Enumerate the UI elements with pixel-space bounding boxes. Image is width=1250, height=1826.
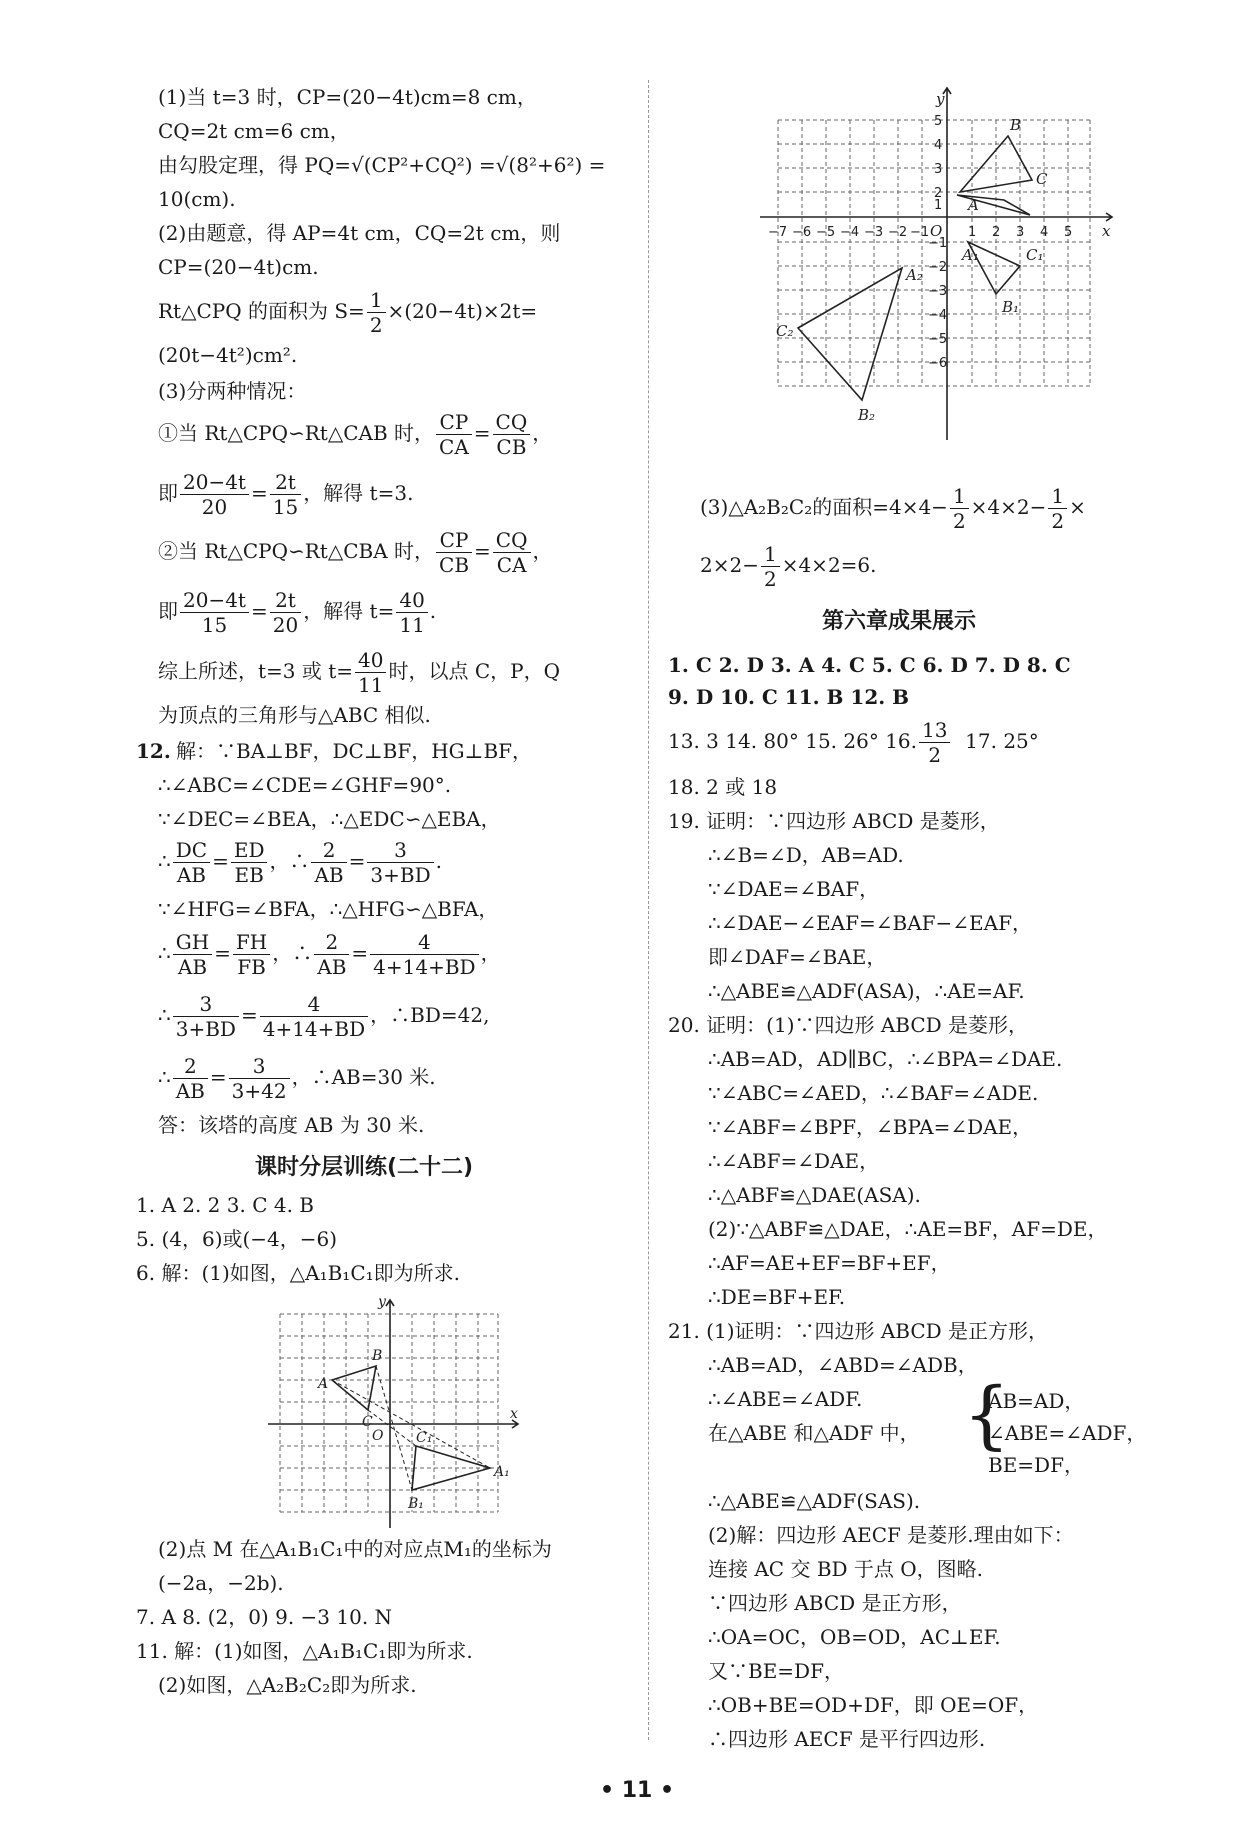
fraction [270, 588, 301, 637]
denominator: AB [314, 863, 344, 887]
denominator: 20 [201, 495, 228, 519]
text: ， [532, 421, 553, 445]
text-line: 20. 证明：(1)∵四边形 ABCD 是菱形， [668, 1013, 1029, 1037]
text: ①当 Rt△CPQ∽Rt△CAB 时， [158, 421, 435, 445]
x-tick-label: −5 [816, 225, 836, 240]
fraction [173, 838, 210, 887]
numerator: 40 [355, 648, 386, 673]
fraction [173, 930, 212, 979]
text-line: (1)当 t=3 时，CP=(20−4t)cm=8 cm， [158, 85, 537, 109]
text-line: ∠ABE=∠ADF， [988, 1421, 1147, 1445]
text: = [473, 421, 491, 445]
text-line: 21. (1)证明：∵四边形 ABCD 是正方形， [668, 1319, 1049, 1343]
numerator: 13 [919, 718, 950, 743]
text: ∴AB=30 米. [311, 1065, 436, 1089]
point-label: C [1036, 170, 1048, 188]
x-tick-label: 5 [1064, 225, 1073, 240]
denominator: AB [177, 955, 208, 979]
origin-label: O [930, 222, 943, 240]
text: 2×2− [700, 553, 759, 577]
x-tick-label: 3 [1016, 225, 1025, 240]
point-label: C₂ [776, 322, 794, 340]
text: ×4×2=6. [781, 553, 877, 577]
denominator: 3+BD [370, 863, 431, 887]
formula-line [158, 410, 552, 459]
point-label: A₁ [962, 246, 979, 264]
point-label: B₂ [858, 406, 876, 424]
text: ， [532, 539, 553, 563]
answer-line: 6. 解：(1)如图，△A₁B₁C₁即为所求. [136, 1261, 461, 1285]
text-line: ∴∠DAE−∠EAF=∠BAF−∠EAF， [708, 911, 1032, 935]
fraction [180, 588, 249, 637]
text: ，解得 t=3. [303, 481, 414, 505]
point-label: B₁ [408, 1496, 424, 1512]
x-axis-label: x [510, 1406, 518, 1422]
denominator: 11 [358, 673, 384, 697]
text-line: (2)点 M 在△A₁B₁C₁中的对应点M₁的坐标为 [158, 1537, 552, 1561]
point-label: C₁ [416, 1430, 433, 1446]
numerator: CP [436, 528, 472, 553]
x-tick-label: 1 [968, 225, 977, 240]
x-tick-label: −6 [792, 225, 812, 240]
y-tick-label: −1 [928, 236, 948, 251]
fraction [233, 930, 270, 979]
numerator: CQ [493, 528, 531, 553]
text-line: ∵∠DEC=∠BEA，∴△EDC∽△EBA， [158, 807, 501, 831]
point-label: A₂ [906, 266, 923, 284]
x-tick-label: −2 [888, 225, 908, 240]
coordinate-grid-figure-1 [760, 84, 1120, 444]
text: 即 [158, 599, 178, 623]
denominator: 3+BD [175, 1017, 236, 1041]
text: ∴BD=42, [390, 1003, 490, 1027]
denominator: 2 [928, 743, 942, 767]
text-line: (2)由题意，得 AP=4t cm，CQ=2t cm，则 [158, 221, 561, 245]
text: . [429, 599, 437, 623]
answer-line: 9. D 10. C 11. B 12. B [668, 685, 910, 709]
fraction [436, 528, 472, 577]
text: × [1069, 495, 1086, 519]
formula-line [158, 648, 560, 697]
numerator: FH [233, 930, 270, 955]
numerator: DC [173, 838, 210, 863]
point-label: B [1010, 116, 1022, 134]
fraction [311, 838, 346, 887]
text-line: ∵∠ABF=∠BPF，∠BPA=∠DAE， [708, 1115, 1033, 1139]
numerator: 1 [761, 542, 780, 567]
text-line: ∴OB+BE=OD+DF，即 OE=OF， [708, 1693, 1039, 1717]
answer-line: 11. 解：(1)如图，△A₁B₁C₁即为所求. [136, 1639, 473, 1663]
x-axis-label: x [1102, 222, 1111, 240]
fraction [231, 838, 268, 887]
denominator: 15 [201, 613, 228, 637]
answer-line [668, 718, 1039, 767]
numerator: 3 [173, 992, 239, 1017]
fraction [355, 648, 386, 697]
page-number: • 11 • [600, 1778, 675, 1803]
text: 17. 25° [965, 729, 1039, 753]
denominator: 20 [272, 613, 299, 637]
formula-line: ∴ $\frac{DC}{AB}$ = $\frac{ED}{EB}$ ，∴ $\frac{2}{AB}$ = $\frac{3}{3+BD}$ . [158, 838, 442, 887]
text-line: AB=AD， [988, 1389, 1085, 1413]
formula-line: ∴ $\frac{GH}{AB}$ = $\frac{FH}{FB}$ ，∴ $\frac{2}{AB}$ = $\frac{4}{4+14+BD}$ ， [158, 930, 501, 979]
denominator: FB [237, 955, 266, 979]
point-label: A [968, 196, 979, 214]
numerator: 2 [311, 838, 346, 863]
y-tick-label: 5 [934, 114, 943, 129]
formula-line: ∴ $\frac{3}{3+BD}$ = $\frac{4}{4+14+BD}$ ，∴BD=42, [158, 992, 490, 1041]
y-tick-label: 4 [934, 138, 943, 153]
denominator: 4+14+BD [373, 955, 476, 979]
denominator: AB [176, 863, 206, 887]
text-line: 又∵BE=DF， [708, 1659, 844, 1683]
denominator: 3+42 [231, 1079, 287, 1103]
denominator: EB [234, 863, 264, 887]
text: = [474, 539, 491, 563]
text-line: CQ=2t cm=6 cm， [158, 119, 350, 143]
fraction [270, 470, 301, 519]
answer-line: 7. A 8. (2，0) 9. −3 10. N [136, 1605, 393, 1629]
x-tick-label: −1 [910, 225, 930, 240]
denominator: AB [175, 1079, 205, 1103]
fraction [370, 930, 478, 979]
x-tick-label: 2 [992, 225, 1001, 240]
fraction [1048, 484, 1067, 533]
text-line: (3)分两种情况： [158, 379, 307, 403]
text-line: ∴AB=AD，AD∥BC，∴∠BPA=∠DAE. [708, 1047, 1063, 1071]
text-line: (2)如图，△A₂B₂C₂即为所求. [158, 1673, 417, 1697]
text-line: ∴△ABF≌△DAE(ASA). [708, 1183, 921, 1207]
point-label: C₁ [1026, 246, 1044, 264]
text-line: CP=(20−4t)cm. [158, 255, 319, 279]
denominator: CB [496, 435, 527, 459]
denominator: CA [496, 553, 527, 577]
fraction [493, 410, 531, 459]
coordinate-grid-figure-2 [268, 1292, 528, 1532]
text: ②当 Rt△CPQ∽Rt△CBA 时， [158, 539, 435, 563]
fraction [314, 930, 349, 979]
section-heading: 第六章成果展示 [822, 609, 977, 634]
text: (3)△A₂B₂C₂的面积=4×4− [700, 495, 948, 519]
text-line: 连接 AC 交 BD 于点 O，图略. [708, 1557, 984, 1581]
formula-line [158, 588, 436, 637]
point-label: B [372, 1348, 383, 1364]
section-heading: 课时分层训练(二十二) [255, 1155, 474, 1180]
text-line: (20t−4t²)cm². [158, 343, 298, 367]
text-line: 由勾股定理，得 PQ=√(CP²+CQ²) =√(8²+6²) = [158, 153, 606, 177]
x-tick-label: −4 [840, 225, 860, 240]
text-line: 答：该塔的高度 AB 为 30 米. [158, 1113, 425, 1137]
text-line: ∴AB=AD，∠ABD=∠ADB， [708, 1353, 978, 1377]
numerator: 40 [396, 588, 427, 613]
y-tick-label: 2 [934, 186, 943, 201]
text-line: 即∠DAF=∠BAE， [708, 945, 887, 969]
denominator: 11 [399, 613, 425, 637]
formula-line [700, 484, 1086, 533]
text: 13. 3 14. 80° 15. 26° 16. [668, 729, 917, 753]
formula-line [158, 470, 413, 519]
question-number: 12. [136, 739, 171, 763]
numerator: 2t [270, 588, 301, 613]
fraction [260, 992, 368, 1041]
fraction [950, 484, 969, 533]
text-line: (2)解：四边形 AECF 是菱形.理由如下： [708, 1523, 1074, 1547]
y-tick-label: −4 [928, 308, 948, 323]
answer-line: 1. C 2. D 3. A 4. C 5. C 6. D 7. D 8. C [668, 653, 1071, 677]
text-line: BE=DF， [988, 1453, 1084, 1477]
column-divider [648, 80, 649, 1740]
text: ×(20−4t)×2t= [387, 299, 538, 323]
fraction [229, 1054, 290, 1103]
text-line: 解：∵BA⊥BF，DC⊥BF，HG⊥BF， [176, 739, 533, 763]
numerator: 20−4t [180, 588, 249, 613]
fraction [396, 588, 427, 637]
fraction [173, 1054, 208, 1103]
numerator: 2 [314, 930, 349, 955]
text-line: ∴∠B=∠D，AB=AD. [708, 843, 904, 867]
x-tick-label: −7 [768, 225, 788, 240]
point-label: A₁ [494, 1464, 510, 1480]
fraction [493, 528, 531, 577]
text-line: ∴△ABE≌△ADF(SAS). [708, 1489, 921, 1513]
text-line: ∴∠ABE=∠ADF. [708, 1387, 863, 1411]
numerator: CQ [493, 410, 531, 435]
x-tick-label: −3 [864, 225, 884, 240]
numerator: 4 [260, 992, 368, 1017]
text-line: ∴AF=AE+EF=BF+EF， [708, 1251, 951, 1275]
text-line: ∴△ABE≌△ADF(ASA)，∴AE=AF. [708, 979, 1025, 1003]
fraction [367, 288, 386, 337]
text-line: ∴DE=BF+EF. [708, 1285, 846, 1309]
formula-line [158, 528, 553, 577]
denominator: 2 [369, 313, 383, 337]
y-tick-label: −5 [928, 332, 948, 347]
text: 综上所述，t=3 或 t= [158, 659, 354, 683]
text-line: 10(cm). [158, 187, 236, 211]
formula-line [158, 288, 537, 337]
fraction [436, 410, 472, 459]
numerator: GH [173, 930, 212, 955]
text: 时，以点 C，P，Q [388, 659, 560, 683]
fraction [173, 992, 239, 1041]
origin-label: O [372, 1428, 384, 1444]
formula-line: ∴ $\frac{2}{AB}$ = $\frac{3}{3+42}$ ，∴AB=30 米. [158, 1054, 436, 1103]
numerator: 3 [229, 1054, 290, 1079]
system-brace: { [963, 1372, 1011, 1458]
text-line: ∵∠HFG=∠BFA，∴△HFG∽△BFA， [158, 897, 499, 921]
y-tick-label: 3 [934, 162, 943, 177]
y-tick-label: −2 [928, 260, 948, 275]
denominator: CB [439, 553, 470, 577]
numerator: 4 [370, 930, 478, 955]
text-line: 为顶点的三角形与△ABC 相似. [158, 703, 431, 727]
text-line: ∴∠ABF=∠DAE， [708, 1149, 880, 1173]
numerator: 2t [270, 470, 301, 495]
fraction [761, 542, 780, 591]
answer-line: 5. (4，6)或(−4，−6) [136, 1227, 338, 1251]
numerator: ED [231, 838, 268, 863]
answer-line: 18. 2 或 18 [668, 775, 778, 799]
fraction [919, 718, 950, 767]
point-label: C [362, 1414, 373, 1430]
text: Rt△CPQ 的面积为 S= [158, 299, 365, 323]
text: ×4×2− [970, 495, 1047, 519]
formula-line [700, 542, 877, 591]
numerator: CP [436, 410, 472, 435]
fraction [180, 470, 249, 519]
text-line: 在△ABE 和△ADF 中， [708, 1421, 920, 1445]
point-label: B₁ [1002, 298, 1020, 316]
fraction [367, 838, 433, 887]
numerator: 1 [1048, 484, 1067, 509]
text: = [250, 481, 268, 505]
numerator: 2 [173, 1054, 208, 1079]
y-axis-label: y [936, 90, 945, 108]
text-line: ∴OA=OC，OB=OD，AC⊥EF. [708, 1625, 1001, 1649]
text-line: (−2a，−2b). [158, 1571, 284, 1595]
denominator: 2 [1051, 509, 1065, 533]
x-tick-label: 4 [1040, 225, 1049, 240]
y-tick-label: 1 [934, 198, 943, 213]
denominator: 2 [952, 509, 966, 533]
text-line: (2)∵△ABF≌△DAE，∴AE=BF，AF=DE， [708, 1217, 1108, 1241]
denominator: 4+14+BD [262, 1017, 366, 1041]
text: = [250, 599, 268, 623]
text-line: ∵∠DAE=∠BAF， [708, 877, 880, 901]
text-line: 19. 证明：∵四边形 ABCD 是菱形， [668, 809, 1000, 833]
numerator: 3 [367, 838, 433, 863]
text-line: ∵∠ABC=∠AED，∴∠BAF=∠ADE. [708, 1081, 1039, 1105]
y-tick-label: −6 [928, 356, 948, 371]
denominator: CA [439, 435, 469, 459]
denominator: 15 [272, 495, 299, 519]
text-line: ∴四边形 AECF 是平行四边形. [708, 1727, 986, 1751]
numerator: 20−4t [180, 470, 249, 495]
y-tick-label: −3 [928, 284, 948, 299]
answer-line: 1. A 2. 2 3. C 4. B [136, 1193, 314, 1217]
y-axis-label: y [378, 1294, 386, 1310]
point-label: A [318, 1376, 329, 1392]
text: ，解得 t= [303, 599, 395, 623]
text-line: ∵四边形 ABCD 是正方形， [708, 1591, 962, 1615]
numerator: 1 [367, 288, 386, 313]
denominator: 2 [763, 567, 777, 591]
denominator: AB [317, 955, 347, 979]
numerator: 1 [950, 484, 969, 509]
text: 即 [158, 481, 178, 505]
text-line: ∴∠ABC=∠CDE=∠GHF=90°. [158, 773, 452, 797]
